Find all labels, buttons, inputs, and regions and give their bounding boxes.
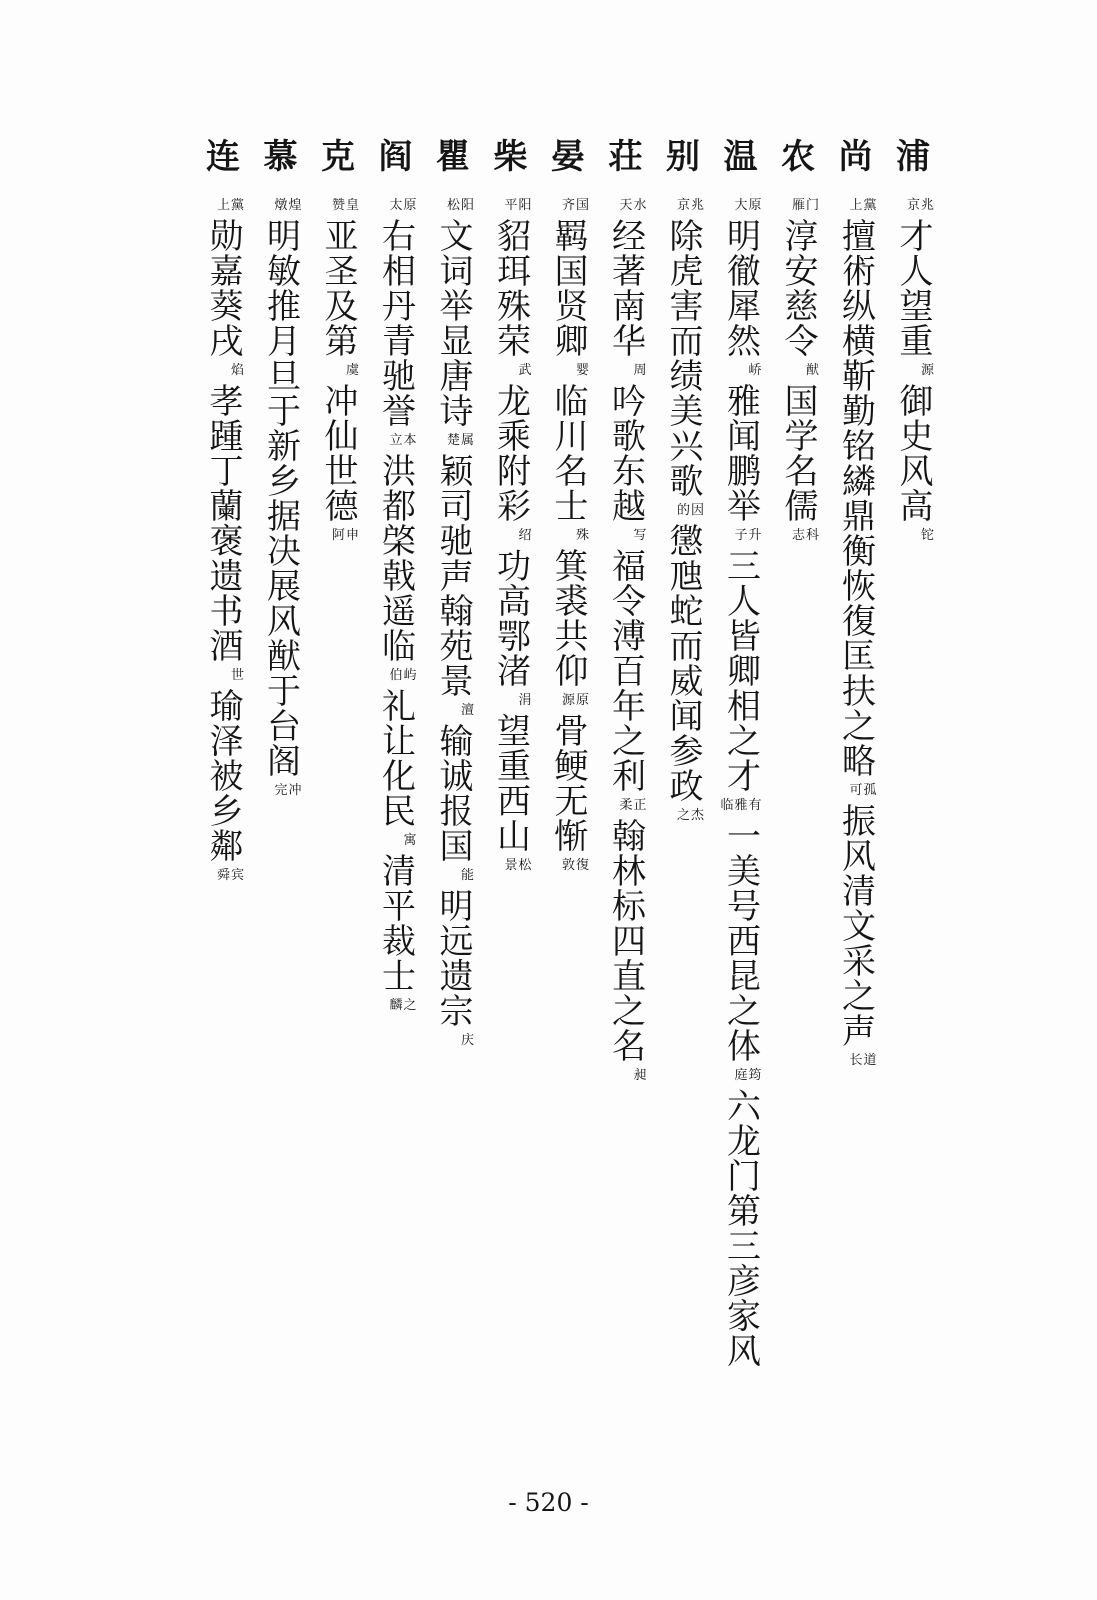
entry-column [655, 133, 711, 828]
verse-segment: 洪都棨戟遥临 [375, 453, 416, 663]
person-annotation: 虞 [345, 363, 360, 378]
verse-text [259, 193, 303, 803]
verse-segment: 六龙门第三彦家风 [720, 1088, 761, 1368]
person-annotation: 猷 [805, 363, 820, 378]
verse-text [661, 193, 705, 828]
person-annotation: 子升 [734, 528, 763, 543]
person-annotation: 铊 [920, 528, 935, 543]
verse-text [891, 193, 935, 548]
entry-column [770, 133, 826, 548]
verse-segment: 国学名儒 [778, 383, 818, 523]
verse-segment: 冲仙世德 [318, 383, 358, 523]
origin-annotation: 燉煌 [274, 198, 303, 213]
verse-segment: 貂珥殊荣 [490, 218, 531, 358]
origin-annotation: 大原 [734, 198, 763, 213]
person-annotation: 周 [633, 363, 648, 378]
entry-column [598, 133, 654, 1088]
surname-heading: 慕 [263, 137, 298, 177]
origin-annotation: 京兆 [676, 198, 705, 213]
verse-text [719, 193, 763, 1368]
person-annotation: 绍 [518, 528, 533, 543]
origin-annotation: 上黨 [849, 198, 878, 213]
person-annotation: 阿申 [331, 528, 360, 543]
origin-annotation: 上黨 [216, 198, 245, 213]
person-annotation: 婴 [575, 363, 590, 378]
verse-segment: 临川名士 [548, 383, 588, 523]
verse-segment: 经著南华 [605, 218, 646, 358]
verse-segment: 翰林标四直之名 [605, 818, 646, 1063]
verse-segment: 瑜泽被乡鄰 [203, 688, 243, 863]
verse-segment: 孝踵丁蘭褒遗书酒 [203, 383, 243, 663]
surname-heading: 别 [666, 137, 700, 177]
surname-heading: 浦 [896, 137, 930, 177]
person-annotation: 澶 [460, 703, 475, 718]
verse-segment: 输诚报国 [433, 723, 473, 863]
person-annotation: 舜宾 [216, 868, 245, 883]
surname-heading: 克 [321, 137, 355, 177]
person-annotation: 源 [920, 363, 935, 378]
verse-segment: 礼让化民 [375, 688, 416, 828]
person-annotation: 柔正 [619, 798, 648, 813]
person-annotation: 麟之 [389, 998, 418, 1013]
verse-segment: 明敏推月旦于新乡据决展风猷于台阁 [260, 218, 301, 778]
entry-column [483, 133, 539, 878]
person-annotation: 庆 [460, 1033, 475, 1048]
verse-segment: 福令溥百年之利 [605, 548, 646, 793]
person-annotation: 源原 [561, 693, 590, 708]
entry-column [540, 133, 596, 878]
person-annotation: 寓 [403, 833, 418, 848]
person-annotation: 世 [230, 668, 245, 683]
surname-heading: 农 [781, 137, 815, 177]
origin-annotation: 松阳 [446, 198, 475, 213]
person-annotation: 可孤 [849, 783, 878, 798]
verse-text [604, 193, 648, 1088]
verse-segment: 淳安慈令 [778, 218, 818, 358]
verse-segment: 明徹犀然 [720, 218, 761, 358]
origin-annotation: 赞皇 [331, 198, 360, 213]
person-annotation: 涓 [518, 693, 533, 708]
entry-column [828, 133, 884, 1073]
verse-text [201, 193, 245, 888]
person-annotation: 武 [518, 363, 533, 378]
person-annotation: 殊 [575, 528, 590, 543]
person-annotation: 敦復 [561, 858, 590, 873]
entry-column [713, 133, 769, 1368]
verse-segment: 雅闻鹏举 [720, 383, 761, 523]
verse-segment: 箕裘共仰 [548, 548, 588, 688]
surname-heading: 柴 [493, 137, 528, 177]
person-annotation: 焰 [230, 363, 245, 378]
verse-segment: 懲虺蛇而威闻参政 [663, 523, 703, 803]
verse-segment: 擅術纵横靳勤铭繗鼎衡恢復匡扶之略 [835, 218, 876, 778]
verse-segment: 明远遗宗 [433, 888, 473, 1028]
entry-column [425, 133, 481, 1053]
verse-text [834, 193, 878, 1073]
origin-annotation: 京兆 [906, 198, 935, 213]
person-annotation: 的因 [676, 503, 705, 518]
verse-segment: 勋嘉葵戌 [203, 218, 243, 358]
verse-text [546, 193, 590, 878]
verse-segment: 望重西山 [490, 713, 531, 853]
origin-annotation: 天水 [619, 198, 648, 213]
verse-segment: 骨鲠无惭 [548, 713, 588, 853]
verse-segment: 振风清文采之声 [835, 803, 876, 1048]
verse-segment: 右相丹青驰誉 [375, 218, 416, 428]
entry-column [368, 133, 424, 1018]
surname-heading: 温 [723, 137, 758, 177]
person-annotation: 立本 [389, 433, 418, 448]
surname-heading: 荘 [608, 137, 643, 177]
surname-heading: 晏 [551, 137, 585, 177]
surname-heading: 阎 [378, 137, 413, 177]
surname-heading: 瞿 [436, 137, 470, 177]
entry-column [885, 133, 941, 548]
person-annotation: 伯屿 [389, 668, 418, 683]
verse-segment: 颖司驰声翰苑景 [433, 453, 473, 698]
verse-segment: 文词举显唐诗 [433, 218, 473, 428]
verse-segment: 三人皆卿相之才 [720, 548, 761, 793]
origin-annotation: 平阳 [504, 198, 533, 213]
verse-text [489, 193, 533, 878]
surname-heading: 尚 [838, 137, 873, 177]
person-annotation: 峤 [748, 363, 763, 378]
page-number: - 520 - [508, 1488, 589, 1517]
verse-segment: 清平裁士 [375, 853, 416, 993]
verse-segment: 除虎害而绩美兴歌 [663, 218, 703, 498]
verse-text [316, 193, 360, 548]
verse-segment: 功高鄂渚 [490, 548, 531, 688]
person-annotation: 之杰 [676, 808, 705, 823]
entry-column [253, 133, 309, 803]
person-annotation: 写 [633, 528, 648, 543]
person-annotation: 昶 [633, 1068, 648, 1083]
surname-heading: 连 [206, 137, 240, 177]
verse-segment: 亚圣及第 [318, 218, 358, 358]
entry-column [310, 133, 366, 548]
origin-annotation: 太原 [389, 198, 418, 213]
person-annotation: 景松 [504, 858, 533, 873]
entry-column [195, 133, 251, 888]
origin-annotation: 雁门 [791, 198, 820, 213]
person-annotation: 临雅有 [720, 798, 763, 813]
verse-text [431, 193, 475, 1053]
person-annotation: 能 [460, 868, 475, 883]
verse-segment: 才人望重 [893, 218, 933, 358]
verse-segment: 吟歌东越 [605, 383, 646, 523]
verse-segment: 一美号西昆之体 [720, 818, 761, 1063]
verse-segment: 御史风高 [893, 383, 933, 523]
person-annotation: 庭筠 [734, 1068, 763, 1083]
person-annotation: 完冲 [274, 783, 303, 798]
verse-segment: 羁国贤卿 [548, 218, 588, 358]
verse-segment: 龙乘附彩 [490, 383, 531, 523]
person-annotation: 楚属 [446, 433, 475, 448]
verse-text [776, 193, 820, 548]
person-annotation: 志科 [791, 528, 820, 543]
origin-annotation: 齐国 [561, 198, 590, 213]
person-annotation: 长道 [849, 1053, 878, 1068]
verse-text [374, 193, 418, 1018]
